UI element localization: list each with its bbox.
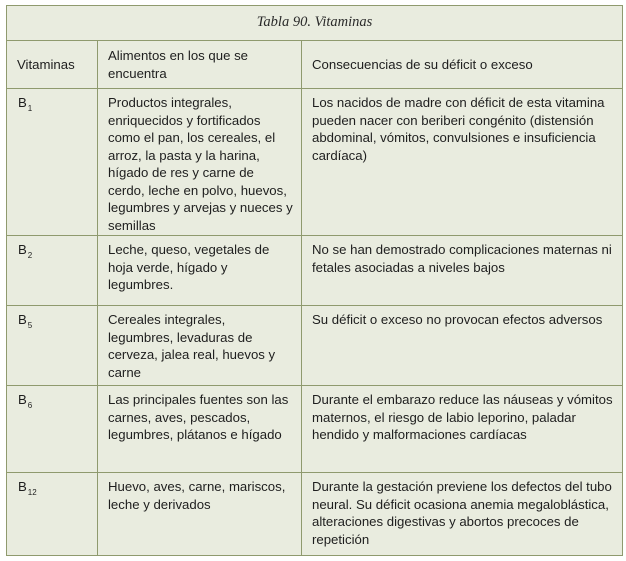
table-row-b5 xyxy=(7,306,623,386)
consequences-cell xyxy=(302,473,623,556)
table-row-b1 xyxy=(7,89,623,236)
table-row-b2 xyxy=(7,236,623,306)
header-vitamin xyxy=(7,41,98,89)
vitamin-name xyxy=(7,306,97,331)
consequences-cell xyxy=(302,89,623,236)
table-header-row xyxy=(7,41,623,89)
foods-cell xyxy=(98,386,302,473)
consequences-text: Los nacidos de madre con déficit de esta vitamina pueden nacer con beriberi congénito (distensión abdominal, vómitos, convulsiones e insuficiencia cardíaca) xyxy=(312,95,605,163)
vitamin-name xyxy=(7,386,97,411)
table-row-b6 xyxy=(7,386,623,473)
table-caption: Tabla 90. Vitaminas xyxy=(7,6,623,41)
header-vitamin-label: Vitaminas xyxy=(17,56,75,72)
vitamin-cell xyxy=(7,306,98,386)
foods-text: Las principales fuentes son las carnes, aves, pescados, legumbres, plátanos e hígado xyxy=(108,392,289,442)
vitamin-letter: B xyxy=(18,312,27,327)
vitamin-letter: B xyxy=(18,95,27,110)
vitamin-subscript: 5 xyxy=(27,321,33,330)
consequences-text: Durante la gestación previene los defectos del tubo neural. Su déficit ocasiona anemia megaloblástica, alteraciones digestivas y abortos precoces de repetición xyxy=(312,479,612,547)
header-consequences xyxy=(302,41,623,89)
consequences-text: No se han demostrado complicaciones maternas ni fetales asociadas a niveles bajos xyxy=(312,242,612,275)
header-foods-label: Alimentos en los que se encuentra xyxy=(108,48,249,81)
vitamin-name xyxy=(7,89,97,114)
consequences-cell xyxy=(302,386,623,473)
vitamin-letter: B xyxy=(18,392,27,407)
vitamin-subscript: 1 xyxy=(27,104,33,113)
vitamin-subscript: 2 xyxy=(27,251,33,260)
consequences-cell xyxy=(302,236,623,306)
vitamins-table-container xyxy=(6,5,622,555)
consequences-text: Su déficit o exceso no provocan efectos adversos xyxy=(312,312,603,327)
vitamin-subscript: 12 xyxy=(27,488,37,497)
foods-text: Productos integrales, enriquecidos y fortificados como el pan, los cereales, el arroz, la pasta y la harina, hígado de res y carne de cerdo, leche en polvo, huevos, legumbres y arvejas y nueces y semillas xyxy=(108,95,293,233)
header-consequences-label: Consecuencias de su déficit o exceso xyxy=(312,56,533,72)
consequences-text: Durante el embarazo reduce las náuseas y vómitos maternos, el riesgo de labio leporino, paladar hendido y malformaciones cardíacas xyxy=(312,392,613,442)
foods-text: Leche, queso, vegetales de hoja verde, hígado y legumbres. xyxy=(108,242,270,292)
vitamin-cell xyxy=(7,473,98,556)
vitamin-subscript: 6 xyxy=(27,401,33,410)
vitamin-letter: B xyxy=(18,242,27,257)
table-caption-row xyxy=(7,6,623,41)
table-row-b12 xyxy=(7,473,623,556)
vitamin-name xyxy=(7,236,97,261)
foods-cell xyxy=(98,473,302,556)
vitamin-cell xyxy=(7,386,98,473)
consequences-cell xyxy=(302,306,623,386)
header-foods xyxy=(98,41,302,89)
foods-text: Cereales integrales, legumbres, levaduras de cerveza, jalea real, huevos y carne xyxy=(108,312,276,380)
foods-text: Huevo, aves, carne, mariscos, leche y derivados xyxy=(108,479,286,512)
vitamin-cell xyxy=(7,89,98,236)
foods-cell xyxy=(98,89,302,236)
vitamins-table xyxy=(6,5,623,556)
vitamin-cell xyxy=(7,236,98,306)
vitamin-name xyxy=(7,473,97,498)
foods-cell xyxy=(98,306,302,386)
vitamin-letter: B xyxy=(18,479,27,494)
foods-cell xyxy=(98,236,302,306)
